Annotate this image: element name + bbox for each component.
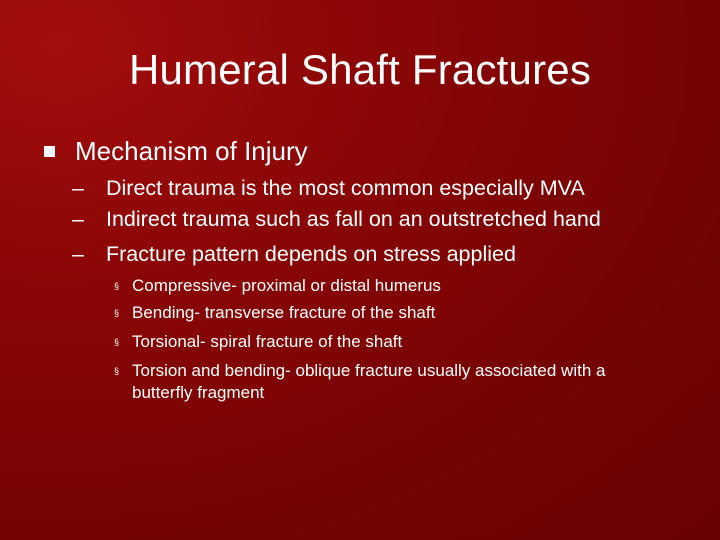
dash-bullet: –	[72, 207, 84, 231]
section-bullet: §	[114, 366, 120, 376]
bullet-level-3	[114, 275, 674, 297]
bullet-text: Fracture pattern depends on stress applied	[106, 242, 516, 266]
bullet-level-2	[72, 203, 692, 235]
bullet-text: Direct trauma is the most common especially MVA	[106, 176, 585, 200]
bullet-text: Torsion and bending- oblique fracture usually associated with a butterfly fragment	[132, 361, 606, 402]
bullet-text: Torsional- spiral fracture of the shaft	[132, 332, 403, 351]
dash-bullet: –	[72, 242, 84, 266]
section-bullet: §	[114, 308, 120, 318]
bullet-level-3	[114, 360, 654, 404]
bullet-text: Indirect trauma such as fall on an outstretched hand	[106, 207, 601, 231]
section-bullet: §	[114, 337, 120, 347]
bullet-level-2	[72, 238, 692, 270]
bullet-text: Bending- transverse fracture of the shaft	[132, 303, 436, 322]
bullet-text: Mechanism of Injury	[75, 136, 308, 166]
dash-bullet: –	[72, 176, 84, 200]
bullet-level-1	[44, 134, 684, 168]
bullet-text: Compressive- proximal or distal humerus	[132, 276, 441, 295]
bullet-level-3	[114, 302, 674, 324]
section-bullet: §	[114, 281, 120, 291]
square-bullet-icon	[44, 146, 55, 157]
slide-title: Humeral Shaft Fractures	[128, 46, 592, 93]
bullet-level-3	[114, 331, 674, 353]
bullet-level-2	[72, 172, 692, 204]
